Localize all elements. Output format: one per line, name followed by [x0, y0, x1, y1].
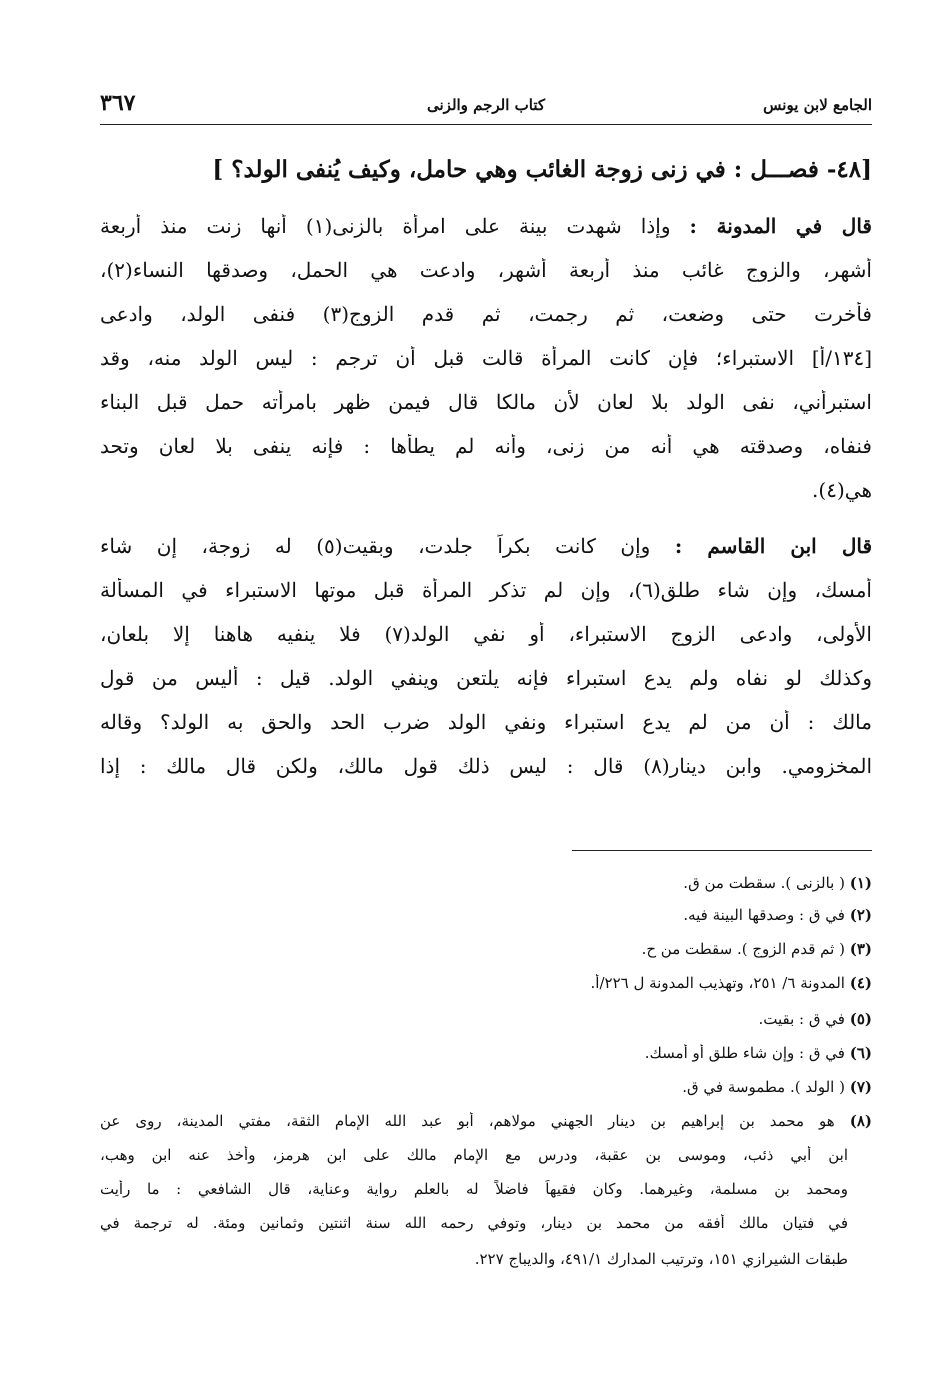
chapter-title: كتاب الرجم والزنى	[426, 96, 545, 114]
body-line: أمسك، وإن شاء طلق(٦)، وإن لم تذكر المرأة قبل موتها الاستبراء في المسألة	[100, 578, 872, 602]
book-title: الجامع لابن يونس	[763, 96, 872, 114]
footnote: (٧) ( الولد ). مطموسة في ق.	[682, 1078, 872, 1096]
body-line: مالك : أن من لم يدع استبراء ونفي الولد ضرب الحد والحق به الولد؟ وقاله	[100, 710, 872, 734]
footnote-continuation: طبقات الشيرازي ١٥١، وترتيب المدارك ٤٩١/١، والديباج ٢٢٧.	[474, 1250, 848, 1268]
running-header	[100, 90, 872, 125]
section-heading: [٤٨- فصـــل : في زنى زوجة الغائب وهي حامل، وكيف يُنفى الولد؟ ]	[212, 156, 872, 183]
footnote: (٢) في ق : وصدقها البينة فيه.	[683, 906, 872, 924]
footnote-separator	[572, 850, 872, 851]
footnote: (٨) هو محمد بن إبراهيم بن دينار الجهني مولاهم، أبو عبد الله الإمام الثقة، مفتي المدينة، روى عن	[100, 1112, 872, 1130]
footnote: (١) ( بالزنى ). سقطت من ق.	[683, 874, 872, 892]
body-line: فأُخرت حتى وضعت، ثم رجمت، ثم قدم الزوج(٣) فنفى الولد، وادعى	[100, 302, 872, 326]
body-line: الأولى، وادعى الزوج الاستبراء، أو نفي الولد(٧) فلا ينفيه هاهنا إلا بلعان،	[100, 622, 872, 646]
body-line: قال ابن القاسم : وإن كانت بكراً جلدت، وبقيت(٥) له زوجة، إن شاء	[100, 534, 872, 558]
paragraph-lead: قال ابن القاسم :	[674, 534, 872, 558]
footnote: (٣) ( ثم قدم الزوج ). سقطت من ح.	[641, 940, 872, 958]
body-line: المخزومي. وابن دينار(٨) قال : ليس ذلك قول مالك، ولكن قال مالك : إذا	[100, 754, 872, 778]
footnote: (٤) المدونة ٦/ ٢٥١، وتهذيب المدونة ل ٢٢٦/أ.	[590, 974, 872, 992]
body-line: استبرأني، نفى الولد بلا لعان لأن مالكا قال فيمن ظهر بامرأته حمل قبل البناء	[100, 390, 872, 414]
footnote-continuation: في فتيان مالك أفقه من محمد بن دينار، وتوفي رحمه الله سنة اثنتين وثمانين ومئة. له ترجمة في	[100, 1214, 848, 1232]
body-line: وكذلك لو نفاه ولم يدع استبراء فإنه يلتعن وينفي الولد. قيل : أليس من قول	[100, 666, 872, 690]
footnote: (٦) في ق : وإن شاء طلق أو أمسك.	[644, 1044, 872, 1062]
footnote: (٥) في ق : بقيت.	[758, 1010, 872, 1028]
body-line: قال في المدونة : وإذا شهدت بينة على امرأة بالزنى(١) أنها زنت منذ أربعة	[100, 214, 872, 238]
page-number: ٣٦٧	[100, 90, 136, 116]
footnote-continuation: ومحمد بن مسلمة، وغيرهما. وكان فقيهاً فاضلاً له بالعلم رواية وعناية، قال الشافعي : ما رأيت	[100, 1180, 848, 1198]
body-line: فنفاه، وصدقته هي أنه من زنى، وأنه لم يطأها : فإنه ينفى بلا لعان وتحد	[100, 434, 872, 458]
footnote-continuation: ابن أبي ذئب، وموسى بن عقبة، ودرس مع الإمام مالك على ابن هرمز، وأخذ عنه ابن وهب،	[100, 1146, 848, 1164]
body-line: [١٣٤/أ] الاستبراء؛ فإن كانت المرأة قالت قبل أن ترجم : ليس الولد منه، وقد	[100, 346, 872, 370]
body-line: هي(٤).	[812, 478, 872, 502]
body-line: أشهر، والزوج غائب منذ أربعة أشهر، وادعت هي الحمل، وصدقها النساء(٢)،	[100, 258, 872, 282]
paragraph-lead: قال في المدونة :	[689, 214, 872, 238]
